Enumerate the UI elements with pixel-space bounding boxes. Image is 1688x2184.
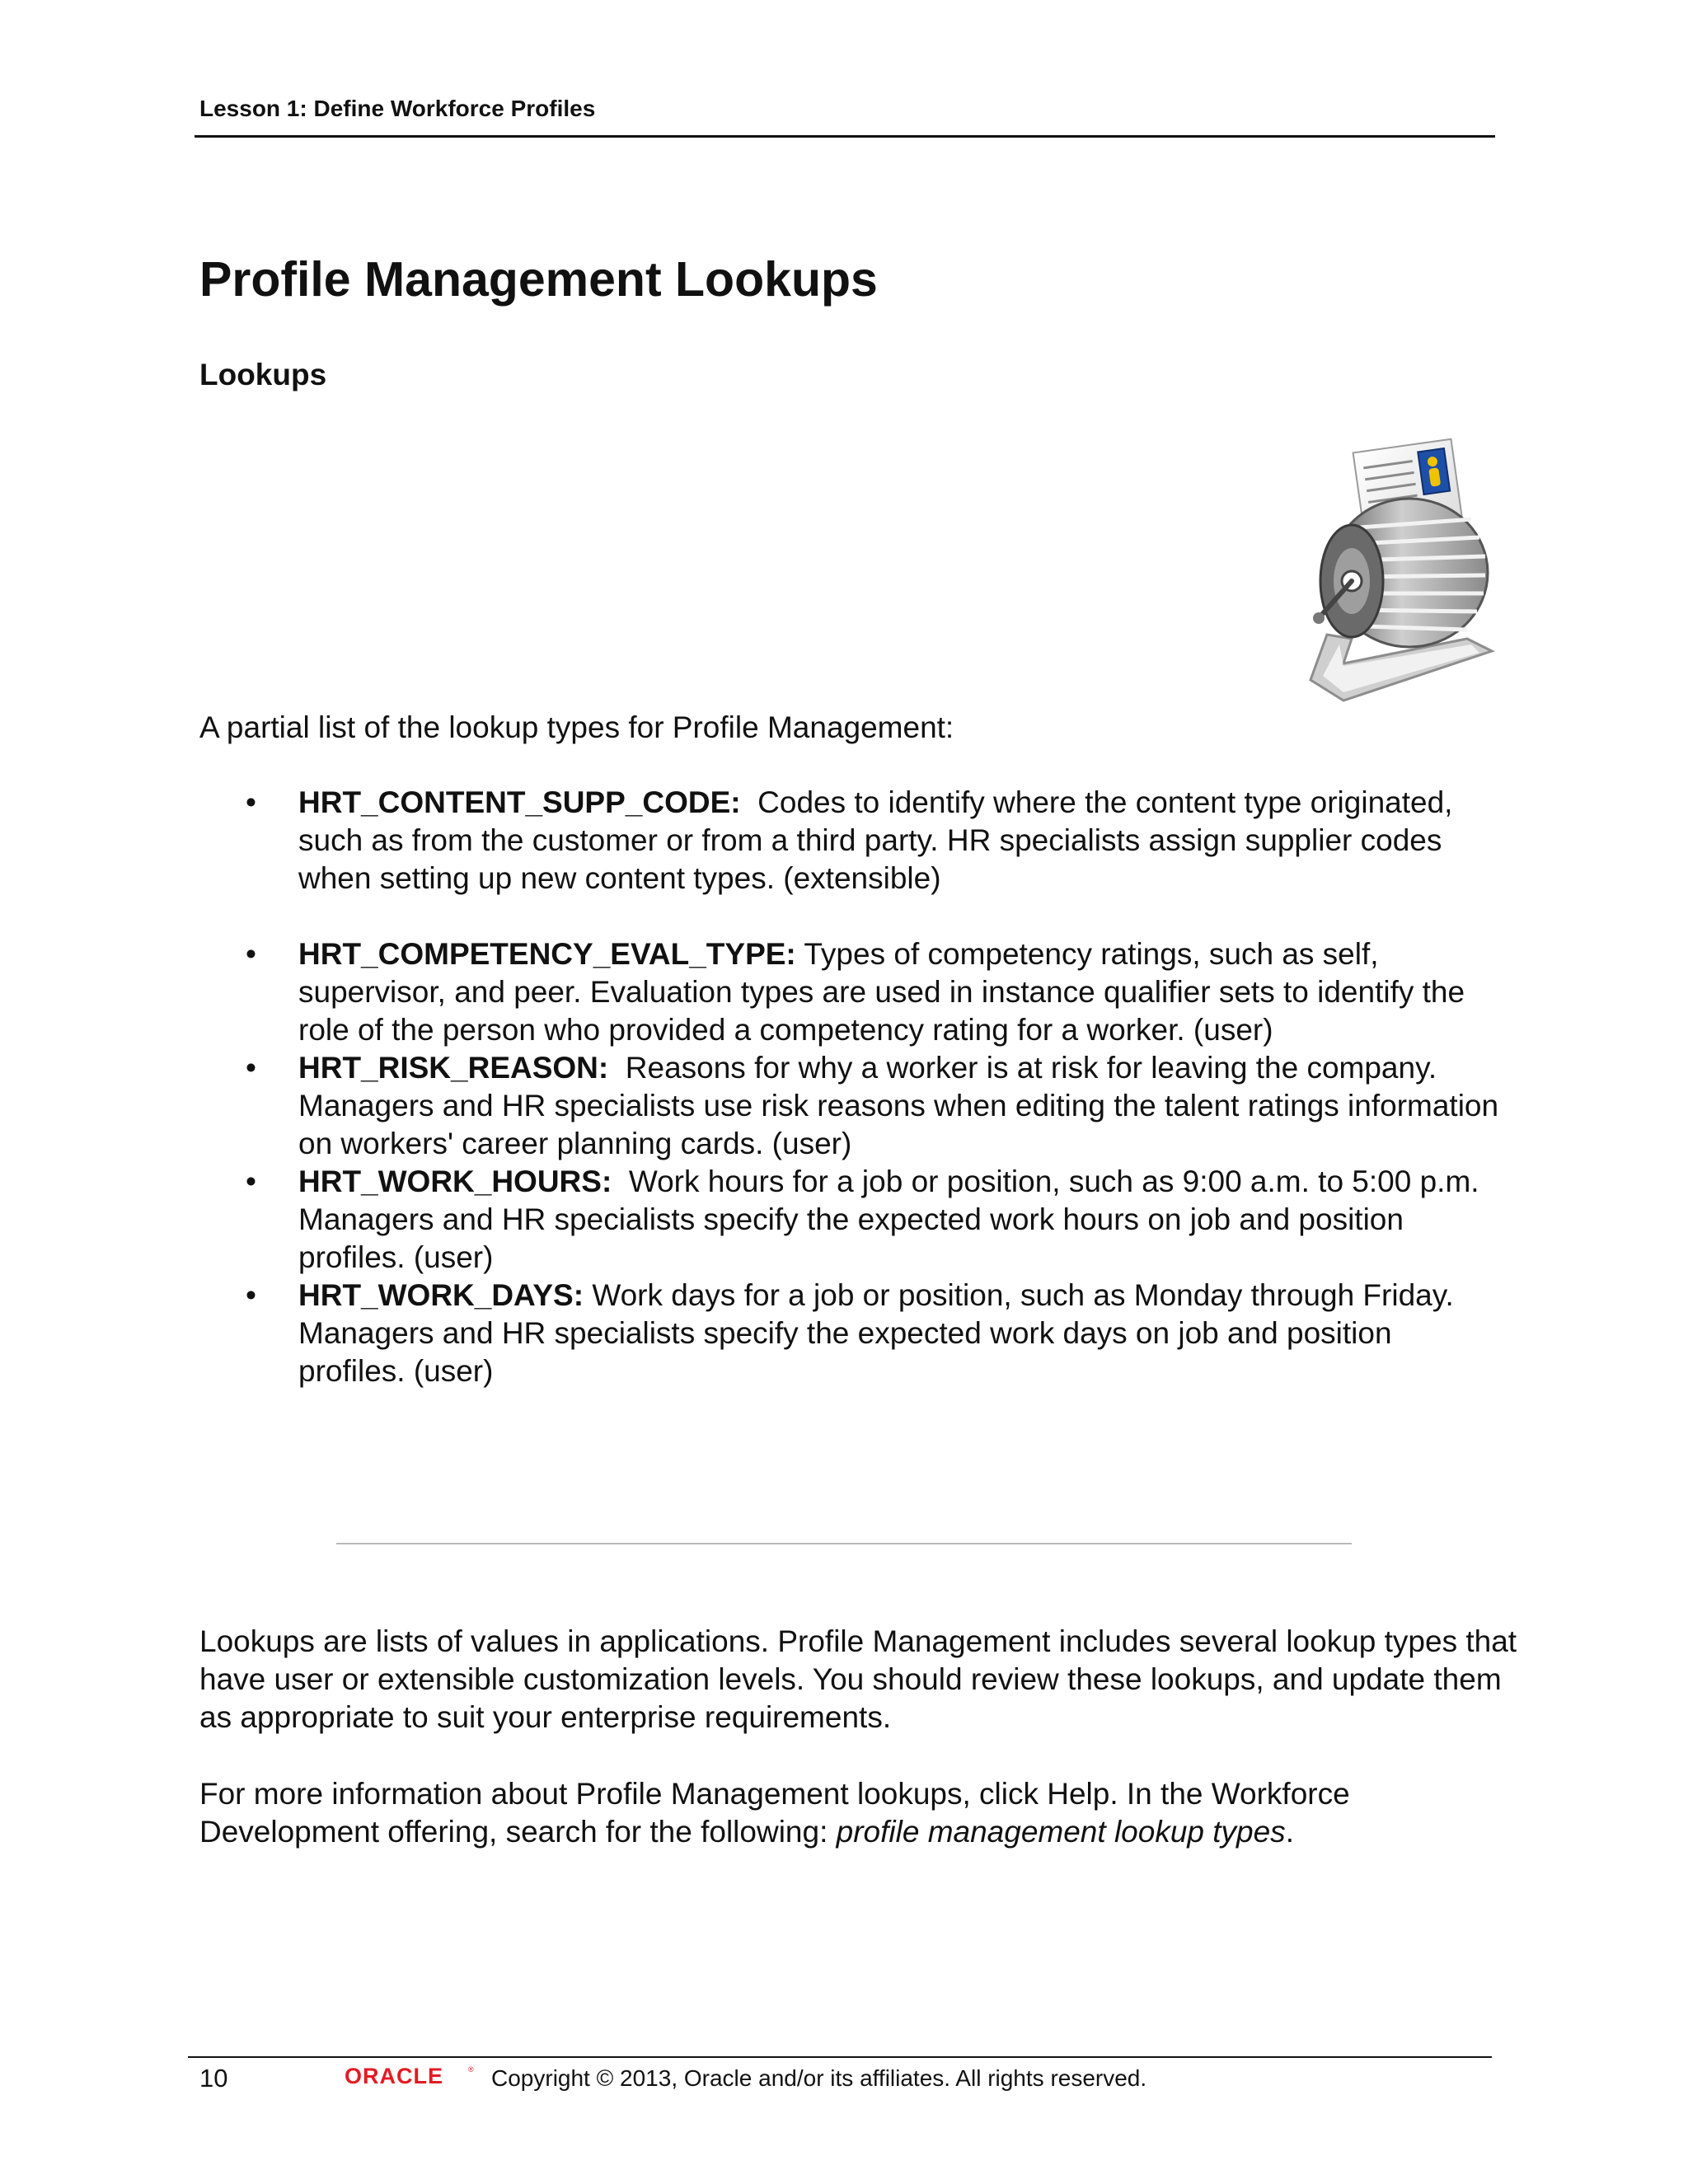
body-paragraph: Lookups are lists of values in applications. Profile Management includes several lookup types that have user or extensible customization levels. You should review these lookups, and update them as appropriate to suit your enterprise requirements.	[199, 1624, 1517, 1734]
help-paragraph	[199, 1775, 1518, 1851]
help-search-term: profile management lookup types	[836, 1815, 1286, 1849]
help-paragraph-lead: For more information about Profile Management lookups, click Help. In the Workforce Development offering, search for the following:	[199, 1777, 1350, 1849]
page-title: Profile Management Lookups	[199, 252, 878, 307]
oracle-logo-text: ORACLE	[345, 2064, 443, 2088]
lookup-description: Types of competency ratings, such as self, supervisor, and peer. Evaluation types are used in instance qualifier sets to identify the role of the person who provided a competency rating for a worker. (user)	[298, 937, 1465, 1047]
lookup-code: HRT_RISK_REASON:	[298, 1051, 609, 1085]
help-paragraph-tail: .	[1285, 1815, 1294, 1849]
lookup-item	[199, 1277, 1502, 1390]
bullet-icon: •	[246, 785, 256, 819]
oracle-logo	[345, 2064, 476, 2088]
lookup-item	[199, 1163, 1502, 1277]
lookup-item	[199, 935, 1502, 1049]
lookup-item	[199, 1049, 1502, 1163]
bullet-icon: •	[246, 937, 256, 971]
lookup-item	[199, 784, 1502, 898]
intro-text: A partial list of the lookup types for Profile Management:	[199, 710, 954, 744]
lookup-description: Work hours for a job or position, such as 9:00 a.m. to 5:00 p.m. Managers and HR specialists specify the expected work hours on job and position profiles. (user)	[298, 1165, 1479, 1274]
rolodex-card-file-icon	[1302, 429, 1500, 709]
page-number: 10	[199, 2064, 228, 2093]
section-heading: Lookups	[199, 358, 327, 391]
bullet-icon: •	[246, 1165, 256, 1198]
lookup-list	[199, 784, 1502, 1390]
lookup-description: Codes to identify where the content type originated, such as from the customer or from a third party. HR specialists assign supplier codes when setting up new content types. (extensible)	[298, 785, 1453, 895]
lookup-description: Reasons for why a worker is at risk for leaving the company. Managers and HR specialists use risk reasons when editing the talent ratings information on workers' career planning cards. (user)	[298, 1051, 1499, 1160]
lookup-description: Work days for a job or position, such as Monday through Friday. Managers and HR specialists specify the expected work days on job and position profiles. (user)	[298, 1278, 1454, 1388]
section-divider	[336, 1543, 1352, 1544]
lookup-code: HRT_WORK_HOURS:	[298, 1165, 612, 1198]
bullet-icon: •	[246, 1051, 256, 1085]
header-divider	[195, 135, 1495, 138]
lookup-code: HRT_COMPETENCY_EVAL_TYPE:	[298, 937, 796, 971]
copyright-text: Copyright © 2013, Oracle and/or its affiliates. All rights reserved.	[491, 2065, 1147, 2091]
svg-text:®: ®	[468, 2065, 474, 2074]
lookup-code: HRT_CONTENT_SUPP_CODE:	[298, 785, 741, 819]
lookup-code: HRT_WORK_DAYS:	[298, 1278, 584, 1312]
running-head: Lesson 1: Define Workforce Profiles	[199, 96, 596, 121]
bullet-icon: •	[246, 1278, 256, 1312]
footer-divider	[188, 2056, 1492, 2058]
